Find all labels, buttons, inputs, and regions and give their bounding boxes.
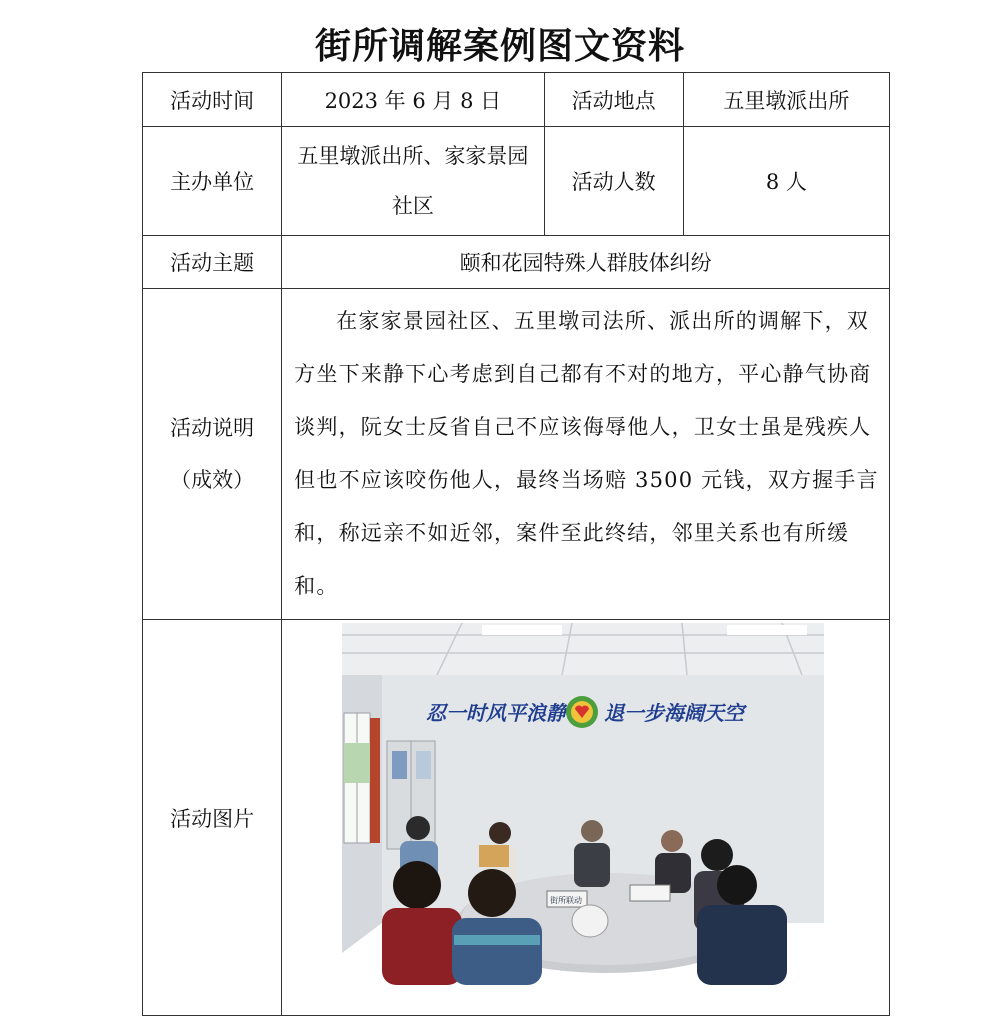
description-label-line1: 活动说明 xyxy=(170,416,255,440)
photo-label: 活动图片 xyxy=(143,620,282,1016)
row-photo xyxy=(143,620,890,1016)
theme-value: 颐和花园特殊人群肢体纠纷 xyxy=(282,236,890,289)
document-title: 街所调解案例图文资料 xyxy=(314,26,685,67)
theme-label: 活动主题 xyxy=(143,236,282,289)
location-value: 五里墩派出所 xyxy=(683,73,889,127)
time-value: 2023 年 6 月 8 日 xyxy=(282,73,544,127)
count-value: 8 人 xyxy=(683,127,889,236)
row-time-location xyxy=(143,73,890,127)
activity-photo xyxy=(342,623,824,985)
slogan-right: 退一步海阔天空 xyxy=(604,701,745,725)
photo-cell xyxy=(282,620,890,1016)
description-text-cell xyxy=(282,289,890,620)
location-label: 活动地点 xyxy=(544,73,683,127)
organizer-value: 五里墩派出所、家家景园社区 xyxy=(282,127,544,236)
row-description xyxy=(143,289,890,620)
description-label xyxy=(143,289,282,620)
placard-text: 街所联动 xyxy=(550,896,583,905)
count-label: 活动人数 xyxy=(544,127,683,236)
description-text: 在家家景园社区、五里墩司法所、派出所的调解下，双方坐下来静下心考虑到自己都有不对的地方，平心静气协商谈判，阮女士反省自己不应该侮辱他人，卫女士虽是残疾人但也不应该咬伤他人，最终当场赔 3500 元钱，双方握手言和，称远亲不如近邻，案件至此终结，邻里关系也有所缓和。 xyxy=(294,309,879,598)
organizer-label: 主办单位 xyxy=(143,127,282,236)
slogan-left: 忍一时风平浪静 xyxy=(426,701,567,725)
description-label-line2: （成效） xyxy=(170,468,255,492)
row-organizer-count xyxy=(143,127,890,236)
row-theme xyxy=(143,236,890,289)
info-table xyxy=(142,72,890,1016)
time-label: 活动时间 xyxy=(143,73,282,127)
